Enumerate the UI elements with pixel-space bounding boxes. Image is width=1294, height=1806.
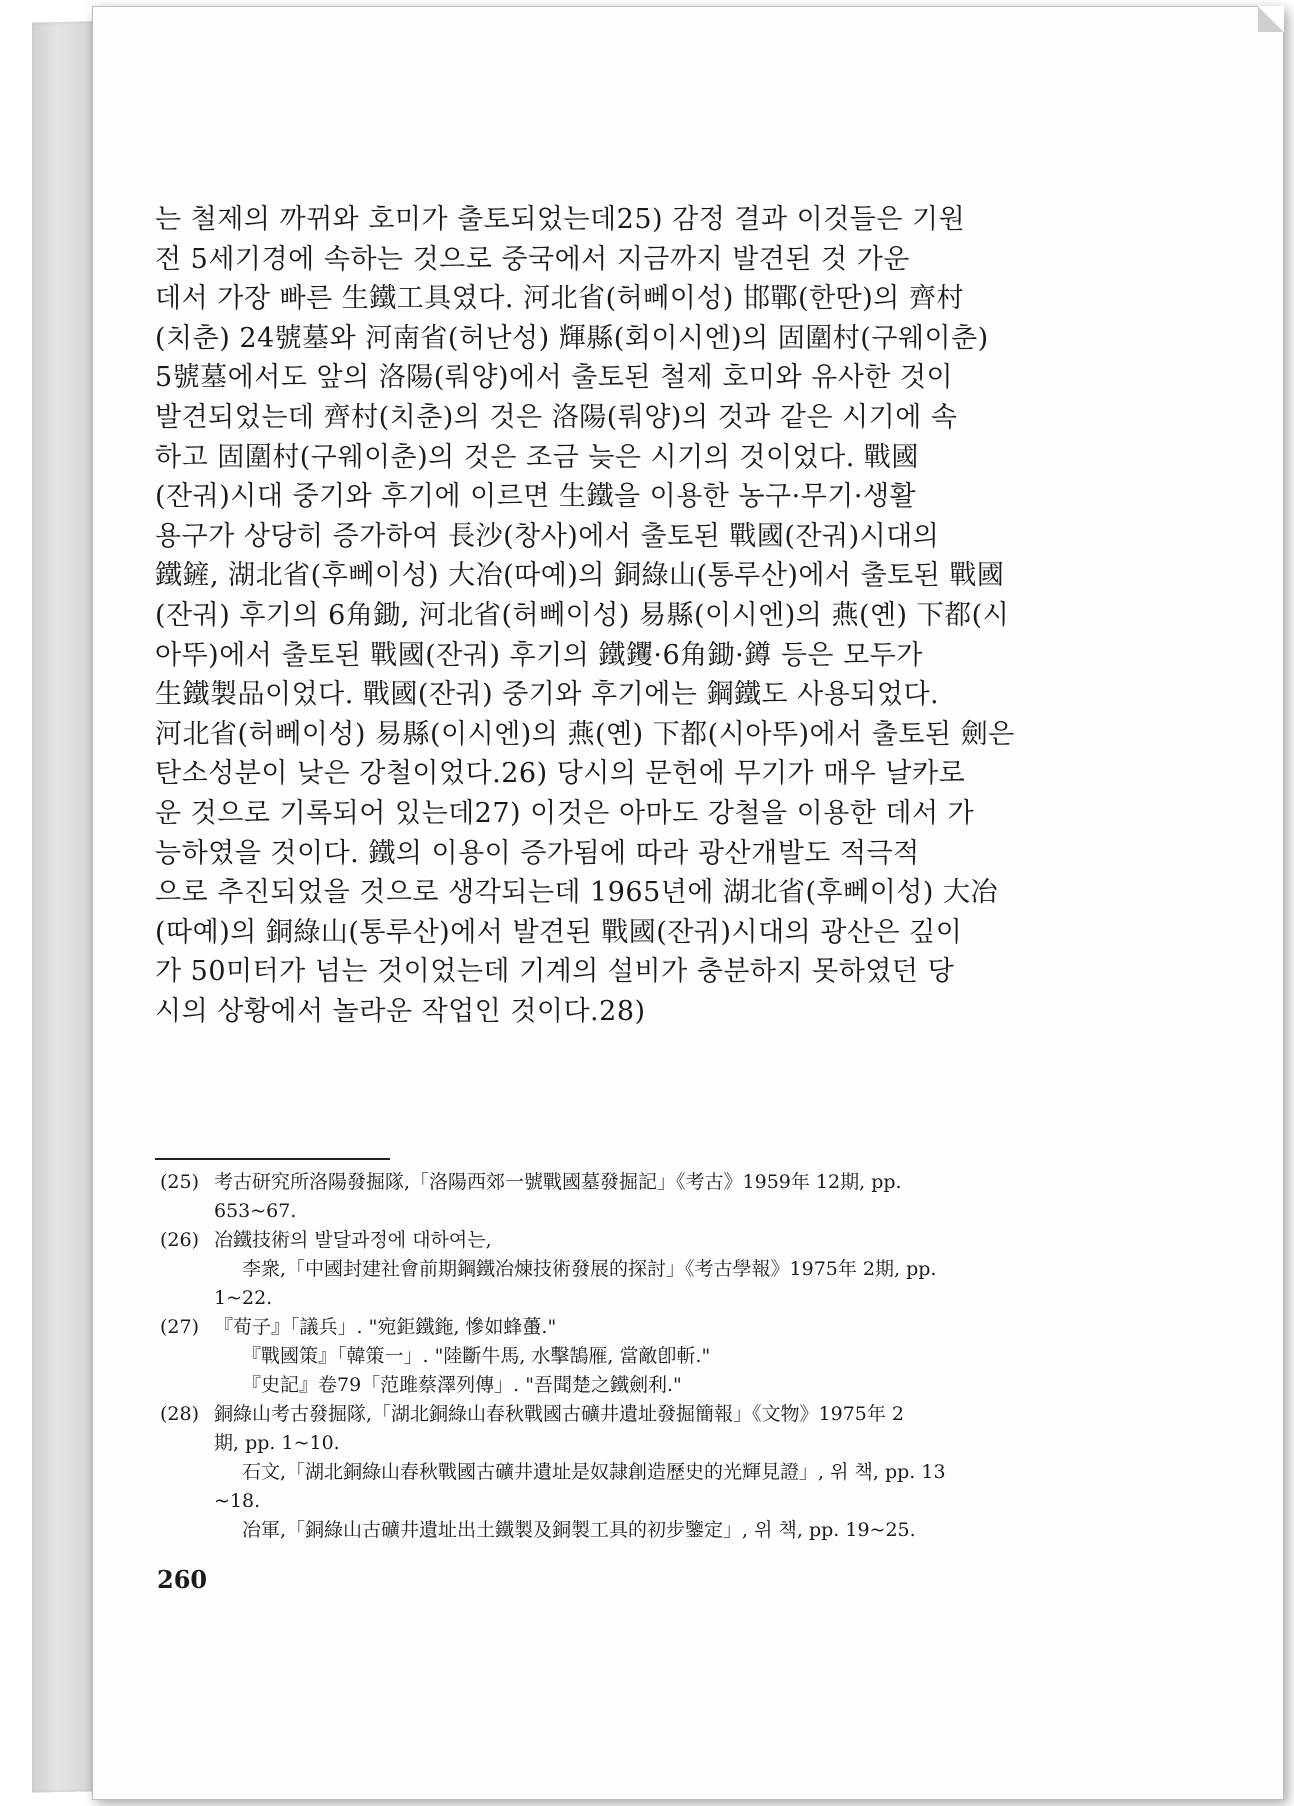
footnote-27 [160,1313,1100,1400]
body-text [155,200,1095,1031]
footnote-number: (27) [160,1316,200,1338]
footnote-line: 考古研究所洛陽發掘隊,「洛陽西郊一號戰國墓發掘記」《考古》1959年 12期, pp. [214,1171,902,1193]
body-line: 河北省(허뻬이성) 易縣(이시엔)의 燕(옌) 下都(시아뚜)에서 출토된 劍은 [155,718,1015,750]
body-line: 시의 상황에서 놀라운 작업인 것이다.28) [155,995,646,1027]
body-line: 능하였을 것이다. 鐵의 이용이 증가됨에 따라 광산개발도 적극적 [155,837,920,869]
footnote-line: 銅綠山考古發掘隊,「湖北銅綠山春秋戰國古礦井遺址發掘簡報」《文物》1975年 2 [214,1403,905,1425]
page-number: 260 [157,1565,208,1594]
body-line: 아뚜)에서 출토된 戰國(잔궈) 후기의 鐵钁·6角鋤·鐏 등은 모두가 [155,639,923,671]
footnote-number: (25) [160,1171,200,1193]
body-line: (치춘) 24號墓와 河南省(허난성) 輝縣(회이시엔)의 固圍村(구웨이춘) [155,322,989,354]
body-line: 으로 추진되었을 것으로 생각되는데 1965년에 湖北省(후뻬이성) 大冶 [155,877,998,909]
body-line: 는 철제의 까뀌와 호미가 출토되었는데25) 감정 결과 이것들은 기원 [155,204,966,235]
body-line: (따예)의 銅綠山(통루산)에서 발견된 戰國(잔궈)시대의 광산은 깊이 [155,916,963,948]
footnote-26 [160,1226,1100,1313]
body-line: 鐵鏟, 湖北省(후뻬이성) 大冶(따예)의 銅綠山(통루산)에서 출토된 戰國 [155,560,1005,592]
body-line: 데서 가장 빠른 生鐵工具였다. 河北省(허뻬이성) 邯鄲(한딴)의 齊村 [155,283,964,315]
footnote-28 [160,1400,1100,1545]
footnote-number: (28) [160,1403,200,1425]
footnote-number: (26) [160,1229,200,1251]
footnote-line: 李衆,「中國封建社會前期鋼鐵冶煉技術發展的探討」《考古學報》1975年 2期, pp. [242,1258,937,1280]
footnotes [160,1168,1100,1545]
body-line: (잔궈)시대 중기와 후기에 이르면 生鐵을 이용한 농구·무기·생활 [155,481,917,513]
footnote-line: 『戰國策』「韓策一」. "陸斷牛馬, 水擊鵠雁, 當敵卽斬." [242,1345,711,1367]
body-line: 발견되었는데 齊村(치춘)의 것은 洛陽(뤄양)의 것과 같은 시기에 속 [155,401,958,433]
footnote-line: 『史記』卷79「范雎蔡澤列傳」. "吾聞楚之鐵劍利." [242,1374,682,1396]
body-line: 운 것으로 기록되어 있는데27) 이것은 아마도 강철을 이용한 데서 가 [155,797,975,829]
body-line: 生鐵製品이었다. 戰國(잔궈) 중기와 후기에는 鋼鐵도 사용되었다. [155,679,940,711]
body-line: 가 50미터가 넘는 것이었는데 기계의 설비가 충분하지 못하였던 당 [155,956,955,988]
footnote-line: 期, pp. 1~10. [214,1432,340,1454]
footnote-25 [160,1168,1100,1226]
body-line: 하고 固圍村(구웨이춘)의 것은 조금 늦은 시기의 것이었다. 戰國 [155,441,919,473]
body-line: 탄소성분이 낮은 강철이었다.26) 당시의 문헌에 무기가 매우 날카로 [155,758,966,790]
page-corner [1258,6,1284,32]
body-line: 5號墓에서도 앞의 洛陽(뤄양)에서 출토된 철제 호미와 유사한 것이 [155,362,954,394]
body-line: 용구가 상당히 증가하여 長沙(창사)에서 출토된 戰國(잔궈)시대의 [155,520,940,552]
footnote-line: 冶軍,「銅綠山古礦井遺址出土鐵製及銅製工具的初步鑒定」, 위 책, pp. 19~25. [242,1519,916,1541]
footnote-line: 石文,「湖北銅綠山春秋戰國古礦井遺址是奴隷創造歷史的光輝見證」, 위 책, pp. 13 [242,1461,946,1483]
footnote-line: 653~67. [214,1200,297,1222]
footnote-line: ~18. [214,1490,261,1512]
book-spine [32,21,94,1792]
footnote-line: 冶鐵技術의 발달과정에 대하여는, [214,1229,492,1251]
body-line: (잔궈) 후기의 6角鋤, 河北省(허뻬이성) 易縣(이시엔)의 燕(옌) 下都(시 [155,599,1010,631]
footnote-divider [155,1158,390,1160]
body-line: 전 5세기경에 속하는 것으로 중국에서 지금까지 발견된 것 가운 [155,243,910,275]
footnote-line: 1~22. [214,1287,273,1309]
footnote-line: 『荀子』「議兵」. "宛鉅鐵鉇, 慘如蜂蠆." [214,1316,557,1338]
